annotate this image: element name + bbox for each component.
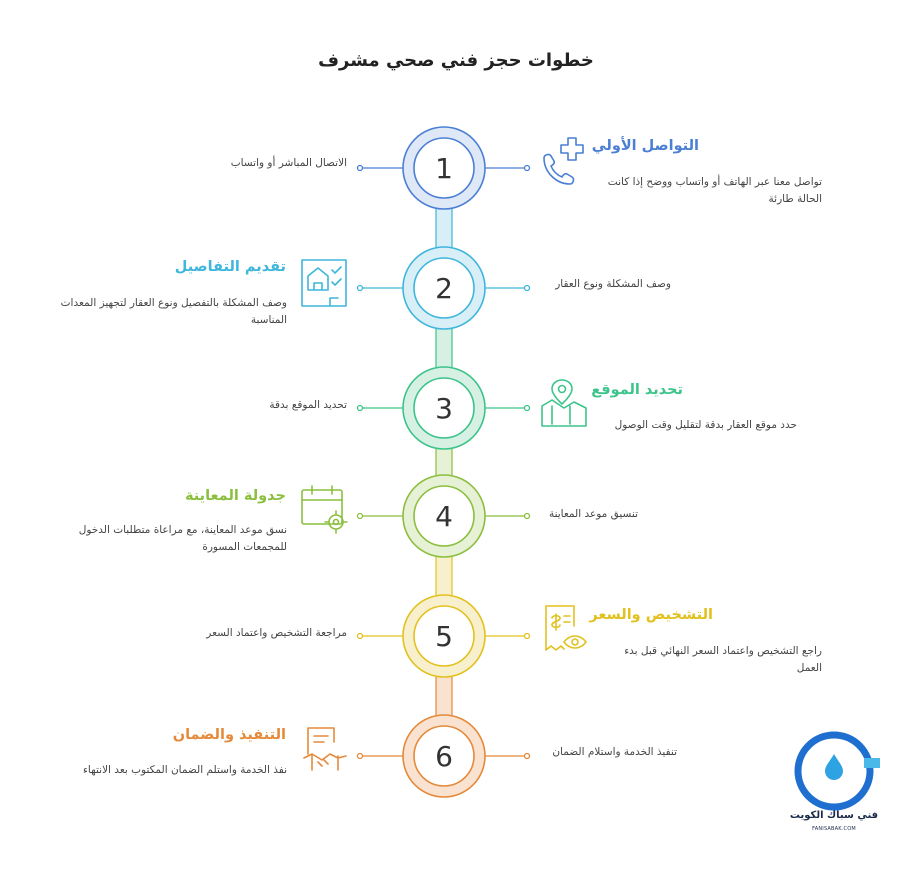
step-2-number: 2 <box>435 272 453 305</box>
step-3-right-dot <box>525 406 530 411</box>
receipt-eye-icon <box>546 606 586 650</box>
logo-name: فني سباك الكويت <box>789 810 879 821</box>
step-3-heading: تحديد الموقع <box>591 382 683 398</box>
connector-1 <box>436 205 452 251</box>
house-checklist-icon <box>302 260 346 306</box>
contract-handshake-icon <box>304 728 346 770</box>
step-5-left-dot <box>358 634 363 639</box>
step-1-heading: التواصل الأولي <box>591 138 699 154</box>
step-5-description: راجع التشخيص واعتماد السعر النهائي قبل بدء العمل <box>624 645 822 674</box>
step-2-side-note: وصف المشكلة ونوع العقار <box>555 278 671 290</box>
step-1-description: تواصل معنا عبر الهاتف أو واتساب ووضح إذا كانت الحالة طارئة <box>607 176 822 205</box>
step-6-left-dot <box>358 754 363 759</box>
step-6-heading: التنفيذ والضمان <box>172 727 286 743</box>
step-3-left-dot <box>358 406 363 411</box>
connector-4 <box>436 553 452 599</box>
step-2-heading: تقديم التفاصيل <box>174 259 286 275</box>
step-4-side-note: تنسيق موعد المعاينة <box>548 508 638 520</box>
step-4-left-dot <box>358 514 363 519</box>
step-1-left-dot <box>358 166 363 171</box>
page-title: خطوات حجز فني صحي مشرف <box>318 50 594 71</box>
step-3-side-note: تحديد الموقع بدقة <box>269 399 347 411</box>
step-1-number: 1 <box>435 152 453 185</box>
step-5-right-dot <box>525 634 530 639</box>
step-5-heading: التشخيص والسعر <box>589 607 713 623</box>
step-6-description: نفذ الخدمة واستلم الضمان المكتوب بعد الانتهاء <box>83 764 287 776</box>
logo-pipe-end <box>864 758 880 768</box>
step-5-side-note: مراجعة التشخيص واعتماد السعر <box>206 627 347 639</box>
phone-medical-icon <box>544 138 583 184</box>
step-3-number: 3 <box>435 392 453 425</box>
step-6-side-note: تنفيذ الخدمة واستلام الضمان <box>552 746 677 758</box>
step-3-description: حدد موقع العقار بدقة لتقليل وقت الوصول <box>614 419 797 431</box>
connector-2 <box>436 325 452 371</box>
calendar-gear-icon <box>302 486 347 533</box>
step-6-number: 6 <box>435 740 453 773</box>
step-1-right-dot <box>525 166 530 171</box>
step-2-description: وصف المشكلة بالتفصيل ونوع العقار لتجهيز المعدات المناسبة <box>60 297 287 326</box>
step-4-description: نسق موعد المعاينة، مع مراعاة متطلبات الدخول للمجمعات المسورة <box>78 524 287 553</box>
logo-water-drop-icon <box>825 754 843 780</box>
connector-5 <box>436 673 452 719</box>
step-1-side-note: الاتصال المباشر أو واتساب <box>230 157 347 169</box>
step-4-number: 4 <box>435 500 453 533</box>
step-4-heading: جدولة المعاينة <box>184 488 286 504</box>
step-5-number: 5 <box>435 620 453 653</box>
step-2-left-dot <box>358 286 363 291</box>
logo-url: FANISABAK.COM <box>812 826 856 832</box>
connector-3 <box>436 445 452 479</box>
